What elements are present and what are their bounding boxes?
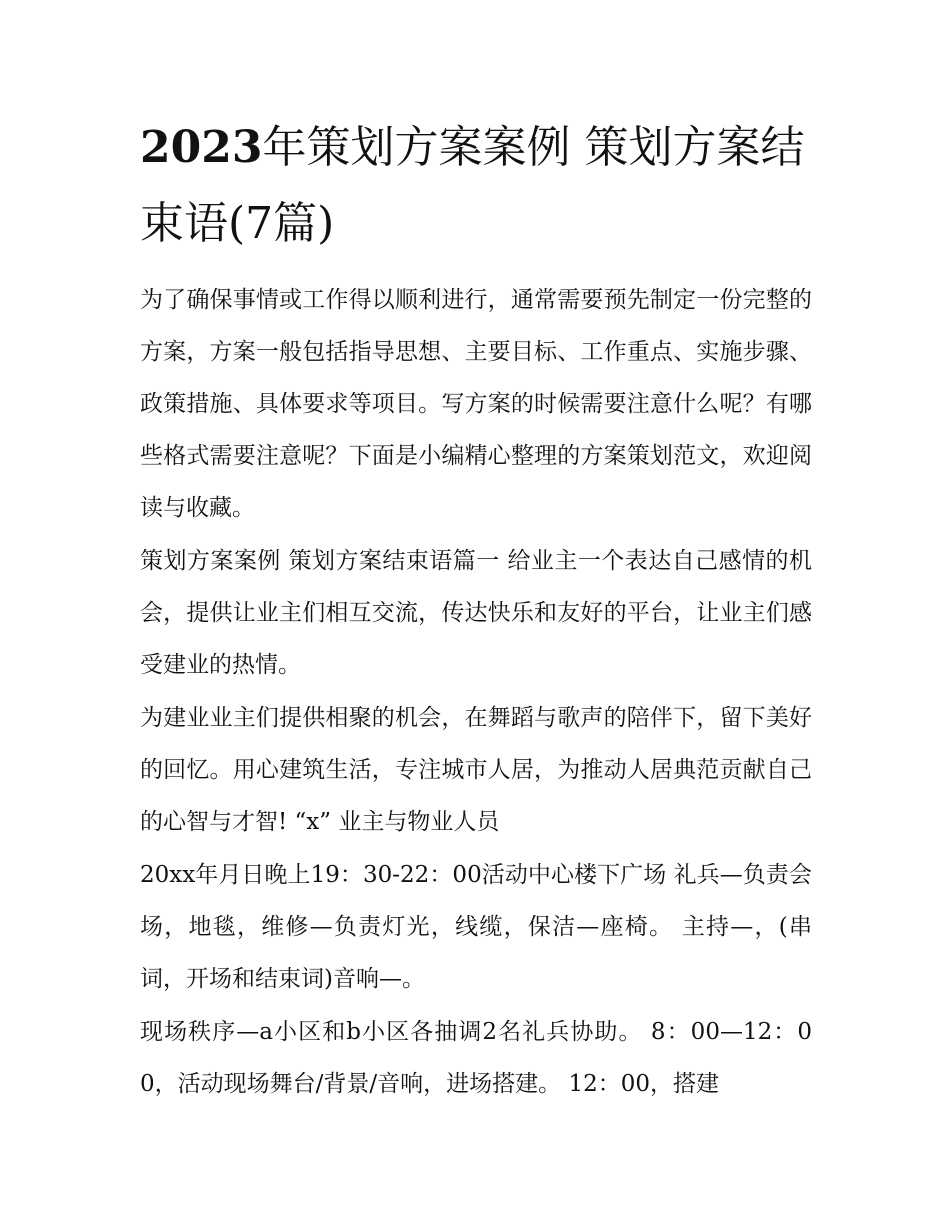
paragraph-time-place: 20xx年月日晚上19：30-22：00活动中心楼下广场 礼兵—负责会场，地毯，维修—负责灯光，线缆，保洁—座椅。 主持—，(串词，开场和结束词)音响—。 (140, 862, 812, 992)
title-year: 2023 (140, 122, 263, 173)
paragraph-intro: 为了确保事情或工作得以顺利进行，通常需要预先制定一份完整的方案，方案一般包括指导思想、主要目标、工作重点、实施步骤、政策措施、具体要求等项目。写方案的时候需要注意什么呢？有哪些格式需要注意呢？下面是小编精心整理的方案策划范文，欢迎阅读与收藏。 (140, 287, 812, 521)
paragraph-purpose: 为建业业主们提供相聚的机会，在舞蹈与歌声的陪伴下，留下美好的回忆。用心建筑生活，专注城市人居，为推动人居典范贡献自己的心智与才智! “x” 业主与物业人员 (140, 705, 812, 835)
document-title: 2023年策划方案案例 策划方案结束语(7篇) (140, 122, 805, 249)
paragraph-case-one: 策划方案案例 策划方案结束语篇一 给业主一个表达自己感情的机会，提供让业主们相互交流，传达快乐和友好的平台，让业主们感受建业的热情。 (140, 548, 812, 678)
paragraph-schedule: 现场秩序—a小区和b小区各抽调2名礼兵协助。 8：00—12：00，活动现场舞台/背景/音响，进场搭建。 12：00，搭建 (140, 1019, 812, 1097)
document-page (140, 110, 812, 1111)
